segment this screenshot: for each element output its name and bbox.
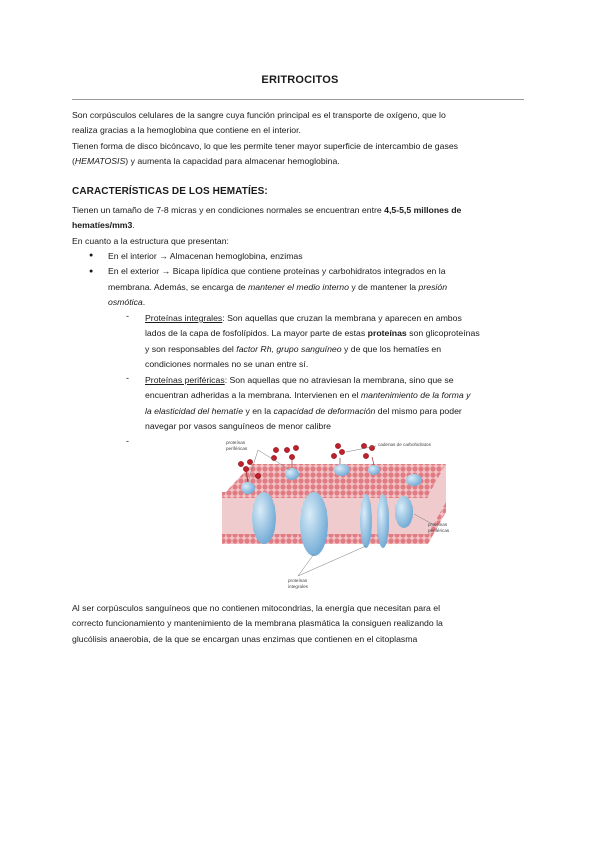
dash-marker: - (126, 373, 129, 383)
peripheral-line-1 (145, 373, 454, 389)
size-line-2 (72, 218, 135, 234)
intro-line-4-rest: ) y aumenta la capacidad para almacenar hemoglobina. (125, 156, 340, 166)
exterior-text: membrana. Además, se encarga de (108, 282, 249, 292)
label-peripheral-right-2: periféricas (428, 528, 450, 533)
bullet-icon: ● (89, 268, 94, 275)
peripheral-protein (368, 465, 380, 475)
peripheral-protein (241, 482, 255, 494)
integral-line-2 (145, 326, 480, 342)
presion-term: presión (418, 282, 448, 292)
structure-intro: En cuanto a la estructura que presentan: (72, 236, 229, 246)
peripheral-protein (334, 464, 350, 476)
size-text: Tienen un tamaño de 7-8 micras y en condiciones normales se encuentran entre (72, 205, 385, 215)
page-title: ERITROCITOS (261, 74, 339, 86)
osmotica-term: osmótica (108, 297, 143, 307)
integral-text-2: lados de la capa de fosfolípidos. La mayor parte de estas (145, 328, 368, 338)
count-unit: hematíes/mm3 (72, 220, 133, 230)
membrane-front-heads (222, 492, 428, 498)
intro-line-1: Son corpúsculos celulares de la sangre cuya función principal es el transporte de oxígeno, que lo (72, 110, 446, 120)
label-peripheral-top: proteínas (226, 440, 246, 445)
closing-line-2: correcto funcionamiento y mantenimiento de la membrana plasmática la consiguen realizando la (72, 618, 443, 628)
label-integral: proteínas (288, 578, 308, 583)
proteinas-bold: proteínas (367, 328, 407, 338)
peripheral-text-4: del mismo para poder (375, 406, 462, 416)
title-divider (72, 99, 524, 100)
size-period: . (132, 220, 135, 230)
membrane-diagram (214, 436, 454, 598)
integral-text-4: y son responsables del (145, 344, 237, 354)
section-heading: CARACTERÍSTICAS DE LOS HEMATÍES: (72, 186, 268, 197)
dash-marker: - (126, 436, 129, 446)
intro-line-3: Tienen forma de disco bicóncavo, lo que les permite tener mayor superficie de intercambio de gases (72, 141, 458, 151)
integral-protein (252, 492, 276, 544)
integral-text-5: y de que los hematíes en (341, 344, 442, 354)
peripheral-text: : Son aquellas que no atraviesan la membrana, sino que se (224, 375, 454, 385)
paren-open: ( (72, 156, 75, 166)
intro-line-4 (72, 154, 340, 170)
peripheral-line-4: navegar por vasos sanguíneos de menor calibre (145, 421, 331, 431)
integral-protein (300, 492, 328, 556)
peripheral-text-2: encuentran adheridas a la membrana. Intervienen en el (145, 390, 361, 400)
integral-text-3: son glicoproteínas (406, 328, 480, 338)
rh-term: factor Rh, grupo sanguíneo (236, 344, 342, 354)
deformacion-term: capacidad de deformación (273, 406, 376, 416)
elasticidad-term: la elasticidad del hematíe (145, 406, 244, 416)
medio-interno-term: mantener el medio interno (248, 282, 349, 292)
bullet-exterior-line-1: En el exterior → Bicapa lipídica que contiene proteínas y carbohidratos integrados en la (108, 266, 446, 276)
peripheral-text-3: y en la (243, 406, 274, 416)
intro-line-2: realiza gracias a la hemoglobina que contiene en el interior. (72, 125, 301, 135)
size-line-1 (72, 203, 461, 219)
bullet-interior: En el interior → Almacenan hemoglobina, enzimas (108, 251, 303, 261)
peripheral-line-3 (145, 404, 462, 420)
osmotica-period: . (142, 297, 146, 307)
label-integral-2: integrales (288, 584, 308, 589)
integral-term: Proteínas integrales (145, 313, 223, 323)
forma-term: mantenimiento de la forma y (360, 390, 471, 400)
peripheral-term: Proteínas periféricas (145, 375, 225, 385)
integral-line-1 (145, 311, 462, 327)
count-range: 4,5-5,5 millones de (384, 205, 462, 215)
peripheral-protein (406, 474, 422, 486)
dash-marker: - (126, 311, 129, 321)
label-peripheral-top-2: periféricas (226, 446, 248, 451)
label-carbohydrates: cadenas de carbohidratos (378, 442, 431, 447)
peripheral-line-2 (145, 388, 471, 404)
integral-line-4: condiciones normales no se unan entre sí. (145, 359, 309, 369)
integral-line-3 (145, 342, 441, 358)
hematosis-term: HEMATOSIS (74, 156, 126, 166)
integral-protein (377, 494, 389, 548)
closing-line-1: Al ser corpúsculos sanguíneos que no contienen mitocondrias, la energía que necesitan para el (72, 603, 441, 613)
bullet-icon: ● (89, 252, 94, 259)
integral-text: : Son aquellas que cruzan la membrana y aparecen en ambos (222, 313, 462, 323)
integral-protein (360, 494, 372, 548)
peripheral-protein (285, 468, 299, 480)
label-peripheral-right: proteínas (428, 522, 448, 527)
integral-protein (395, 496, 413, 528)
bullet-exterior-line-3 (108, 295, 145, 311)
bullet-exterior-line-2 (108, 280, 447, 296)
closing-line-3: glucólisis anaerobia, de la que se encargan unas enzimas que contienen en el citoplasma (72, 634, 418, 644)
exterior-text-2: y de mantener la (348, 282, 419, 292)
